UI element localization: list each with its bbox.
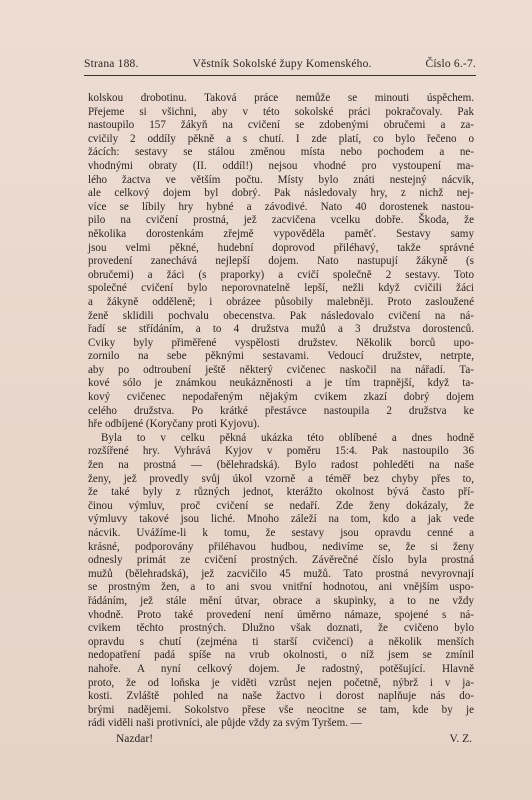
text-line: řadí se střídáním, a to 4 družstva mužů a 3 družstva dorostenců.: [88, 323, 474, 336]
text-line: Byla to v celku pěkná ukázka této oblíbené a dnes hodně: [101, 431, 474, 444]
text-line: provedení zanechává nejlepší dojem. Nato nastupují žákyně (s: [88, 255, 474, 268]
text-line: proto, že od loňska je viděti vzrůst nejen početně, nýbrž i v ja-: [88, 676, 474, 689]
text-line: ženy, jež provedly svůj úkol vzorně a téměř bez chyby přes to,: [88, 472, 474, 485]
text-line: se prostným žen, a to ani svou vnitřní hodnotou, ani vnějším uspo-: [88, 581, 474, 594]
text-line: rozšířené hry. Vyhrává Kyjov v poměru 15:4. Pak nastoupilo 36: [88, 445, 474, 458]
header-rule: [84, 75, 476, 76]
text-line: celého družstva. Po krátké přestávce nastoupila 2 družstva ke: [88, 404, 474, 417]
text-line: opravdu s chutí (zejména ti starší cvičenci) a několik menších: [88, 635, 474, 648]
text-line: krásné, podporovány přiléhavou hudbou, nedivíme se, že si ženy: [88, 540, 474, 553]
issue-number: Číslo 6.-7.: [425, 58, 476, 70]
text-line: brými nadějemi. Sokolstvo přese vše neocitne se tam, kde by je: [88, 703, 474, 716]
text-line: hře odbíjené (Koryčany proti Kyjovu).: [88, 418, 260, 431]
text-line: několika dorostenkám zřejmě vypověděla paměť. Sestavy samy: [88, 227, 474, 240]
text-line: nedopatření padá spíše na vrub okolnosti, o níž jsem se zmínil: [88, 649, 474, 662]
text-line: kosti. Zvláště pohled na naše žactvo i dorost naplňuje nás do-: [88, 690, 474, 703]
text-line: Cviky byly přiměřené vyspělosti družstev. Několik borců upo-: [88, 336, 474, 349]
signoff: [116, 733, 472, 745]
running-header: [84, 58, 476, 70]
text-line: kové sólo je známkou neukázněnosti a je tím trapnější, když ta-: [88, 377, 474, 390]
text-line: že také byly z různých jednot, kterážto okolnost bývá často pří-: [88, 486, 474, 499]
journal-title: Věstník Sokolské župy Komenského.: [192, 58, 372, 70]
text-line: nahoře. A nyní celkový dojem. Je radostný, potěšující. Hlavně: [88, 662, 474, 675]
text-line: pilo na cvičení prostná, jež zacvičena vcelku dobře. Škoda, že: [88, 214, 474, 227]
text-line: nácvik. Uvážíme-li k tomu, že sestavy jsou opravdu cenné a: [88, 527, 474, 539]
text-line: ženě sklidili pochvalu obecenstva. Pak následovalo cvičení na ná-: [88, 309, 474, 322]
article-body: [88, 92, 474, 731]
text-line: výmluvy takové jsou liché. Mnoho záleží na tom, kdo a jak vede: [88, 513, 474, 526]
text-line: mužů (bělehradská), jež zacvičilo 45 mužů. Tato prostná nevyrovnají: [88, 567, 474, 580]
text-line: vhodně. Proto také provedení není úměrno námaze, spojené s ná-: [88, 608, 474, 621]
text-line: jsou velmi pěkné, hudební doprovod přiléhavý, takže správné: [88, 241, 474, 254]
text-line: vhodnými obraty (II. oddíl!) nejsou vhodné pro vystoupení ma-: [88, 159, 474, 172]
text-line: cvikem těchto prostných. Dlužno však doznati, že cvičeno bylo: [88, 622, 474, 635]
text-line: žácích: sestavy se stálou změnou místa nebo pochodem a ne-: [88, 146, 474, 159]
text-line: odnesly primát ze cvičení prostných. Závěrečné číslo byla prostná: [88, 554, 474, 567]
text-line: rádi viděli naši protivníci, ale půjde vždy za svým Tyršem. —: [88, 717, 362, 730]
author-initials: V. Z.: [449, 733, 472, 745]
text-line: nastoupilo 157 žákyň na cvičení se zdobenými obručemi a za-: [88, 119, 474, 132]
text-line: aby po odtroubení ještě některý cvičenec naskočil na nářadí. Ta-: [88, 363, 474, 376]
text-line: kový cvičenec nepodařeným nějakým cvikem zkazí dobrý dojem: [88, 391, 474, 404]
text-line: ale celkový dojem byl dobrý. Pak následovaly hry, z nichž nej-: [88, 187, 474, 200]
text-line: více se líbily hry hybné a závodivé. Nato 40 dorostenek nastou-: [88, 200, 474, 213]
text-line: lého žactva ve větším počtu. Místy bylo znáti nestejný nácvik,: [88, 173, 474, 186]
text-line: společné cvičení bylo neporovnatelně lepší, nežli když cvičili žáci: [88, 282, 474, 295]
text-line: cvičily 2 oddíly pěkně a s chutí. I zde platí, co bylo řečeno o: [88, 132, 474, 145]
text-line: činou výmluv, proč cvičení se nedaří. Zde ženy dokázaly, že: [88, 499, 474, 512]
greeting: Nazdar!: [116, 733, 154, 745]
text-line: kolskou drobotinu. Taková práce nemůže se minouti úspěchem.: [88, 92, 474, 104]
page-number: Strana 188.: [84, 58, 139, 70]
text-line: obručemi) a žáci (s praporky) a cvičí společně 2 sestavy. Toto: [88, 268, 474, 281]
text-line: žen na prostná — (bělehradská). Bylo radost pohleděti na naše: [88, 459, 474, 472]
text-line: řádáním, jež stále mění útvar, obrace a skupinky, a to ne vždy: [88, 594, 474, 607]
text-line: Přejeme si všichni, aby v této sokolské práci pokračovaly. Pak: [88, 105, 474, 118]
text-line: a žákyně odděleně; i obrázee působily malebněji. Proto zasloužené: [88, 295, 474, 308]
text-line: zornilo na sebe pěknými sestavami. Vedoucí družstev, netrpte,: [88, 350, 474, 363]
